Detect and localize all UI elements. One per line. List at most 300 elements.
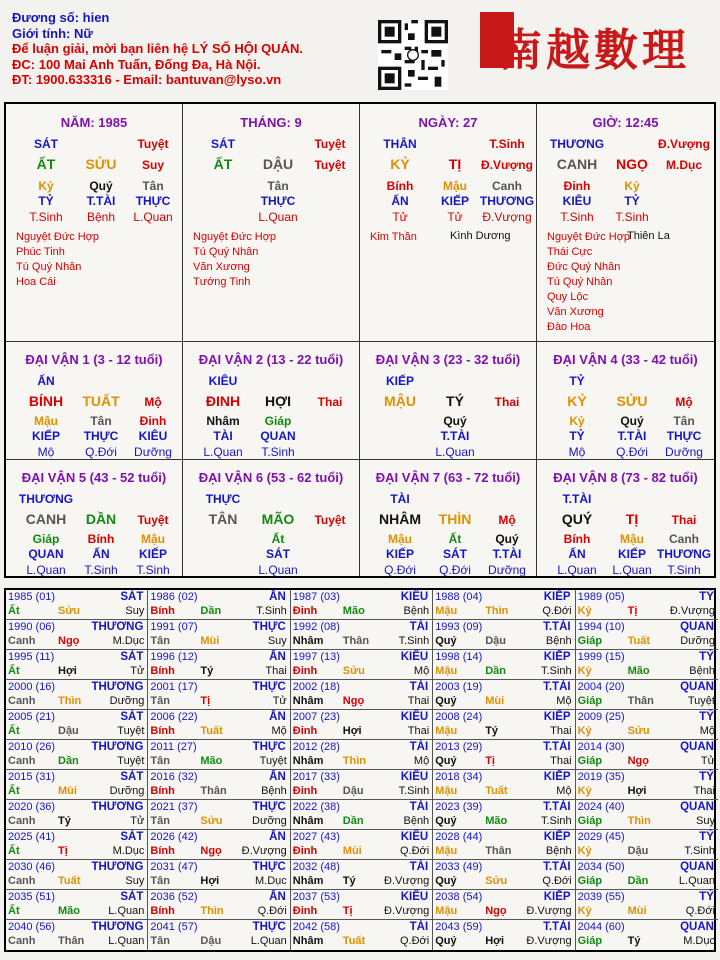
- year-branch: Tuất: [627, 635, 650, 647]
- hidden-stem: Tân: [673, 414, 695, 428]
- pillar-cell: [360, 104, 537, 342]
- year-god: KIÊU: [400, 891, 429, 903]
- year-branch: Thân: [485, 845, 512, 857]
- year-label: 1987 (03): [292, 591, 340, 603]
- year-god: THỰC: [252, 741, 286, 753]
- year-stem: Quý: [435, 635, 457, 647]
- year-label: 2043 (59): [435, 921, 483, 933]
- year-stem: Giáp: [577, 695, 603, 707]
- year-phase: M.Dục: [683, 935, 715, 947]
- year-stem: Bính: [150, 845, 175, 857]
- star-item: Tướng Tinh: [193, 276, 251, 288]
- year-cell: [576, 590, 718, 620]
- star-item: Phúc Tinh: [16, 246, 65, 258]
- dai-van-phase: Thai: [317, 395, 343, 409]
- year-phase: Đ.Vượng: [669, 605, 715, 617]
- year-branch: Ngọ: [342, 695, 365, 707]
- year-cell: [291, 830, 433, 860]
- hidden-stem-god: TỶ: [38, 194, 54, 208]
- year-stem: Kỷ: [577, 725, 592, 737]
- year-god: THỰC: [252, 681, 286, 693]
- year-branch: Thân: [342, 635, 370, 647]
- year-god: ẤN: [269, 771, 286, 783]
- year-god: T.TÀI: [543, 741, 571, 753]
- year-label: 2038 (54): [435, 891, 483, 903]
- year-phase: Q.Đới: [542, 605, 572, 617]
- year-phase: Q.Đới: [685, 905, 715, 917]
- year-label: 2024 (40): [577, 801, 625, 813]
- year-label: 2015 (31): [8, 771, 56, 783]
- dai-van-title: ĐẠI VẬN 6 (53 - 62 tuổi): [198, 470, 344, 485]
- year-cell: [576, 830, 718, 860]
- year-cell: [576, 710, 718, 740]
- year-label: 2021 (37): [150, 801, 198, 813]
- year-stem: Giáp: [577, 815, 603, 827]
- pillar-stem-god: THƯƠNG: [549, 137, 605, 151]
- year-phase: T.Sinh: [684, 845, 715, 857]
- star-item: Kim Thần: [370, 231, 417, 243]
- year-branch: Hợi: [58, 665, 77, 677]
- year-label: 2004 (20): [577, 681, 625, 693]
- year-phase: L.Quan: [108, 905, 145, 917]
- year-phase: Bệnh: [403, 605, 430, 617]
- year-god: KIẾP: [543, 711, 571, 723]
- year-phase: Thai: [693, 785, 715, 797]
- hidden-stem-god: SÁT: [266, 547, 290, 561]
- hidden-stem: Quý: [443, 414, 467, 428]
- year-phase: Đ.Vượng: [384, 875, 430, 887]
- year-cell: [576, 860, 718, 890]
- year-stem: Quý: [435, 815, 457, 827]
- year-phase: Dưỡng: [109, 785, 145, 797]
- hidden-stem-phase: L.Quan: [258, 563, 298, 577]
- year-branch: Tuất: [485, 785, 508, 797]
- year-god: THƯƠNG: [91, 921, 144, 933]
- year-branch: Tý: [58, 815, 71, 827]
- year-stem: Ất: [8, 905, 20, 917]
- hidden-stem: Canh: [492, 179, 522, 193]
- star-item: Nguyệt Đức Hợp: [193, 231, 277, 243]
- year-label: 2011 (27): [150, 741, 197, 753]
- year-phase: Tử: [272, 695, 287, 707]
- dai-van-god: KIÊU: [208, 374, 238, 388]
- hidden-stem-god: SÁT: [443, 547, 467, 561]
- year-label: 1995 (11): [8, 651, 55, 663]
- hidden-stem-phase: T.Sinh: [136, 563, 170, 577]
- year-branch: Tị: [58, 845, 68, 857]
- hidden-stem: Canh: [669, 532, 699, 546]
- year-god: KIÊU: [400, 651, 429, 663]
- year-label: 2014 (30): [577, 741, 625, 753]
- year-branch: Tị: [627, 605, 638, 617]
- hidden-stem-phase: Đ.Vượng: [482, 210, 532, 224]
- star-item: Nguyệt Đức Hợp: [547, 231, 631, 243]
- year-cell: [291, 800, 433, 830]
- hidden-stem: Kỷ: [624, 179, 640, 193]
- year-label: 2035 (51): [8, 891, 56, 903]
- year-label: 2013 (29): [435, 741, 483, 753]
- year-branch: Dần: [485, 665, 506, 677]
- year-branch: Tuất: [58, 875, 81, 887]
- dai-van-cell: [6, 460, 183, 576]
- year-phase: Dưỡng: [109, 695, 145, 707]
- star-item: Tú Quý Nhân: [547, 276, 613, 288]
- year-god: T.TÀI: [543, 801, 571, 813]
- year-god: TỶ: [699, 651, 714, 663]
- pillar-stem-phase: Đ.Vượng: [658, 137, 710, 151]
- year-phase: Tử: [130, 815, 145, 827]
- year-cell: [6, 920, 148, 950]
- year-cell: [291, 590, 433, 620]
- year-stem: Quý: [435, 875, 457, 887]
- pillar-stem-god: THÂN: [383, 137, 417, 151]
- year-branch: Mão: [200, 755, 223, 767]
- year-god: TỶ: [699, 831, 714, 843]
- year-god: ẤN: [269, 711, 286, 723]
- year-phase: Tuyệt: [117, 725, 145, 737]
- year-cell: [576, 890, 718, 920]
- year-phase: Dưỡng: [680, 635, 715, 647]
- year-phase: Bệnh: [545, 845, 572, 857]
- year-cell: [148, 710, 290, 740]
- year-label: 2019 (35): [577, 771, 625, 783]
- year-label: 2002 (18): [292, 681, 340, 693]
- year-branch: Tị: [200, 695, 211, 707]
- year-cell: [148, 800, 290, 830]
- year-god: T.TÀI: [543, 681, 571, 693]
- year-stem: Quý: [435, 755, 457, 767]
- year-cell: [148, 740, 290, 770]
- hidden-stem-god: KIẾP: [440, 194, 469, 208]
- year-cell: [433, 860, 575, 890]
- year-label: 2000 (16): [8, 681, 56, 693]
- pillar-title: THÁNG: 9: [240, 115, 302, 130]
- year-cell: [6, 590, 148, 620]
- dai-van-phase: Tuyệt: [314, 513, 346, 527]
- year-phase: L.Quan: [678, 875, 715, 887]
- year-phase: T.Sinh: [398, 635, 430, 647]
- year-cell: [576, 920, 718, 950]
- dai-van-god: T.TÀI: [562, 492, 592, 506]
- year-god: QUAN: [680, 861, 714, 873]
- dai-van-cell: [6, 342, 183, 460]
- year-phase: Bệnh: [261, 785, 287, 797]
- year-stem: Ất: [8, 845, 20, 857]
- year-stem: Ất: [8, 665, 20, 677]
- pillar-stars: [16, 230, 99, 290]
- qr-code-icon: [378, 20, 448, 90]
- year-label: 2001 (17): [150, 681, 198, 693]
- year-label: 1999 (15): [577, 651, 625, 663]
- pillar-cell: [183, 104, 360, 342]
- year-phase: L.Quan: [250, 935, 287, 947]
- address-line: ĐC: 100 Mai Anh Tuấn, Đống Đa, Hà Nội.: [12, 56, 261, 72]
- year-stem: Mậu: [435, 665, 458, 677]
- dai-van-branch: THÌN: [438, 511, 472, 527]
- year-cell: [291, 860, 433, 890]
- pillar-stem-phase: T.Sinh: [489, 137, 525, 151]
- year-branch: Mùi: [485, 695, 505, 707]
- year-branch: Dần: [200, 605, 222, 617]
- hidden-stem: Quý: [495, 532, 519, 546]
- hidden-stem-phase: Mộ: [37, 445, 55, 459]
- hidden-stem-phase: Dưỡng: [134, 445, 172, 459]
- year-stem: Mậu: [435, 605, 458, 617]
- year-label: 1991 (07): [150, 621, 198, 633]
- contact-line: Để luận giải, mời bạn liên hệ LÝ SỐ HỘI QUÁN.: [12, 41, 303, 56]
- year-label: 1994 (10): [577, 621, 625, 633]
- dai-van-branch: SỬU: [616, 393, 648, 409]
- year-branch: Hợi: [200, 875, 220, 887]
- hidden-stem-phase: T.Sinh: [29, 210, 63, 224]
- year-branch: Sửu: [200, 815, 223, 827]
- year-label: 2003 (19): [435, 681, 483, 693]
- dai-van-stem: QUÝ: [561, 511, 593, 527]
- year-god: QUAN: [680, 801, 714, 813]
- hidden-stem-god: KIẾP: [31, 429, 60, 443]
- year-label: 2042 (58): [292, 921, 340, 933]
- year-stem: Kỷ: [577, 905, 592, 917]
- year-phase: Q.Đới: [257, 905, 287, 917]
- year-god: SÁT: [120, 711, 144, 723]
- year-god: SÁT: [120, 891, 144, 903]
- year-label: 2036 (52): [150, 891, 198, 903]
- star-item: Đức Quý Nhân: [547, 261, 621, 273]
- pillar-stem-god: SÁT: [211, 137, 235, 151]
- star-item: Thái Cực: [547, 246, 593, 258]
- year-god: SÁT: [120, 591, 144, 603]
- pillars-grid: [4, 102, 716, 578]
- year-cell: [576, 620, 718, 650]
- hidden-stem-god: KIÊU: [138, 429, 168, 443]
- year-branch: Ngọ: [58, 635, 80, 647]
- hidden-stem: Mậu: [443, 179, 467, 193]
- year-branch: Thìn: [200, 905, 224, 917]
- hidden-stem-phase: Q.Đới: [616, 445, 648, 459]
- year-cell: [6, 770, 148, 800]
- hidden-stem-phase: Dưỡng: [488, 563, 526, 577]
- year-cell: [291, 920, 433, 950]
- year-cell: [433, 590, 575, 620]
- year-cell: [433, 710, 575, 740]
- year-god: KIẾP: [543, 891, 571, 903]
- pillar-cell: [6, 104, 183, 342]
- dai-van-title: ĐẠI VẬN 2 (13 - 22 tuổi): [198, 352, 344, 367]
- year-stem: Canh: [8, 755, 36, 767]
- pillar-title: GIỜ: 12:45: [592, 115, 659, 130]
- year-cell: [291, 680, 433, 710]
- dai-van-branch: TÝ: [446, 393, 464, 409]
- dai-van-stem: ĐINH: [205, 393, 241, 409]
- year-label: 2026 (42): [150, 831, 198, 843]
- dai-van-phase: Thai: [671, 513, 697, 527]
- brand-logo-text: 南越數理: [498, 25, 690, 76]
- year-stem: Nhâm: [292, 875, 324, 887]
- year-stem: Canh: [8, 635, 36, 647]
- year-phase: Tuyệt: [687, 695, 715, 707]
- pillar-branch-phase: Suy: [141, 158, 164, 172]
- dai-van-title: ĐẠI VẬN 7 (63 - 72 tuổi): [375, 470, 521, 485]
- hidden-stem-god: QUAN: [28, 547, 64, 561]
- year-branch: Dần: [342, 815, 364, 827]
- year-cell: [6, 680, 148, 710]
- hidden-stem-god: KIẾP: [617, 547, 646, 561]
- dai-van-cell: [360, 460, 537, 576]
- year-cell: [433, 680, 575, 710]
- year-god: THƯƠNG: [91, 681, 144, 693]
- year-phase: Tuyệt: [259, 755, 287, 767]
- year-label: 1988 (04): [435, 591, 483, 603]
- year-cell: [433, 740, 575, 770]
- year-god: ẤN: [269, 651, 286, 663]
- year-label: 2017 (33): [292, 771, 340, 783]
- star-item-secondary: Thiên La: [627, 230, 670, 242]
- year-phase: T.Sinh: [541, 665, 572, 677]
- year-branch: Ngọ: [485, 905, 507, 917]
- year-cell: [291, 650, 433, 680]
- year-label: 2005 (21): [8, 711, 56, 723]
- year-cell: [291, 620, 433, 650]
- year-phase: Đ.Vượng: [241, 845, 287, 857]
- year-phase: Thai: [407, 695, 430, 707]
- year-phase: Thai: [265, 665, 287, 677]
- pillar-branch-phase: Đ.Vượng: [481, 158, 533, 172]
- hidden-stem: Đinh: [563, 179, 591, 193]
- hidden-stem-god: ẤN: [568, 547, 586, 561]
- dai-van-stem: TÂN: [208, 511, 238, 527]
- year-branch: Dậu: [627, 845, 649, 857]
- dai-van-branch: TUẤT: [82, 393, 120, 409]
- year-cell: [291, 770, 433, 800]
- year-branch: Thìn: [627, 815, 651, 827]
- year-cell: [576, 770, 718, 800]
- year-cell: [148, 590, 290, 620]
- hidden-stem: Tân: [90, 414, 112, 428]
- year-label: 2020 (36): [8, 801, 56, 813]
- year-branch: Mão: [627, 665, 650, 677]
- year-branch: Thìn: [485, 605, 509, 617]
- dai-van-cell: [183, 342, 360, 460]
- year-branch: Sửu: [58, 605, 81, 617]
- year-cell: [148, 770, 290, 800]
- dai-van-stem: MẬU: [384, 393, 416, 409]
- dai-van-branch: TỊ: [625, 511, 639, 527]
- year-god: KIÊU: [400, 591, 429, 603]
- year-phase: L.Quan: [108, 935, 145, 947]
- year-cell: [433, 920, 575, 950]
- hidden-stem-phase: L.Quan: [612, 563, 652, 577]
- hidden-stem-phase: Dưỡng: [665, 445, 703, 459]
- dai-van-title: ĐẠI VẬN 5 (43 - 52 tuổi): [21, 470, 167, 485]
- year-branch: Tuất: [342, 935, 366, 947]
- year-cell: [148, 890, 290, 920]
- year-branch: Tý: [200, 665, 214, 677]
- year-branch: Hợi: [342, 725, 362, 737]
- pillar-branch: NGỌ: [616, 156, 648, 172]
- pillar-branch: DẬU: [262, 156, 294, 172]
- year-label: 2008 (24): [435, 711, 483, 723]
- year-stem: Kỷ: [577, 605, 592, 617]
- year-label: 2029 (45): [577, 831, 625, 843]
- star-item: Văn Xương: [547, 306, 604, 318]
- year-branch: Dần: [627, 875, 649, 887]
- year-branch: Dần: [58, 755, 79, 767]
- year-cell: [6, 860, 148, 890]
- year-stem: Canh: [8, 935, 36, 947]
- year-stem: Bính: [150, 785, 175, 797]
- hidden-stem: Kỷ: [38, 179, 54, 193]
- hidden-stem-phase: L.Quan: [557, 563, 597, 577]
- hidden-stem: Bính: [87, 532, 115, 546]
- pillar-title: NGÀY: 27: [418, 115, 478, 130]
- star-item: Tú Quý Nhân: [193, 246, 259, 258]
- hidden-stem: Quý: [620, 414, 644, 428]
- dai-van-phase: Mộ: [144, 395, 162, 409]
- dai-van-cell: [360, 342, 537, 460]
- year-stem: Đinh: [292, 725, 318, 737]
- hidden-stem: Giáp: [32, 532, 60, 546]
- year-phase: Mộ: [556, 785, 572, 797]
- year-branch: Mùi: [200, 635, 220, 647]
- hidden-stem: Mậu: [388, 532, 412, 546]
- year-branch: Mùi: [342, 845, 362, 857]
- hidden-stem: Ất: [448, 532, 462, 546]
- year-god: T.TÀI: [543, 861, 571, 873]
- year-label: 1993 (09): [435, 621, 483, 633]
- dai-van-phase: Thai: [494, 395, 520, 409]
- year-branch: Mão: [485, 815, 508, 827]
- year-cell: [291, 890, 433, 920]
- year-stem: Quý: [435, 935, 457, 947]
- year-label: 2040 (56): [8, 921, 56, 933]
- year-cell: [6, 740, 148, 770]
- dai-van-god: TỶ: [569, 374, 585, 388]
- year-god: TÀI: [409, 681, 429, 693]
- year-stem: Tân: [150, 935, 170, 947]
- hidden-stem-phase: Bệnh: [86, 210, 116, 224]
- dai-van-branch: MÃO: [261, 511, 295, 527]
- year-god: TỶ: [699, 711, 714, 723]
- year-phase: Suy: [125, 605, 145, 617]
- year-phase: Đ.Vượng: [526, 905, 572, 917]
- year-god: THỰC: [252, 921, 286, 933]
- year-phase: Mộ: [699, 725, 715, 737]
- year-cell: [148, 860, 290, 890]
- dai-van-stem: NHÂM: [379, 511, 421, 527]
- year-god: THỰC: [252, 861, 286, 873]
- year-cell: [148, 620, 290, 650]
- year-phase: Mộ: [271, 725, 287, 737]
- hidden-stem: Mậu: [620, 532, 644, 546]
- hidden-stem-god: ẤN: [92, 547, 110, 561]
- year-cell: [6, 650, 148, 680]
- year-branch: Tuất: [200, 725, 223, 737]
- year-cell: [576, 740, 718, 770]
- year-god: THỰC: [252, 621, 286, 633]
- dai-van-stem: CANH: [25, 511, 67, 527]
- year-stem: Giáp: [577, 635, 603, 647]
- hidden-stem-god: T.TÀI: [86, 194, 116, 208]
- year-stem: Mậu: [435, 905, 458, 917]
- year-stem: Ất: [8, 785, 20, 797]
- year-branch: Thìn: [58, 695, 82, 707]
- star-item-secondary: Kình Dương: [450, 230, 511, 242]
- year-branch: Sửu: [485, 875, 508, 887]
- hidden-stem: Mậu: [34, 414, 58, 428]
- year-label: 2028 (44): [435, 831, 483, 843]
- pillar-title: NĂM: 1985: [60, 115, 128, 130]
- year-branch: Mão: [58, 905, 80, 917]
